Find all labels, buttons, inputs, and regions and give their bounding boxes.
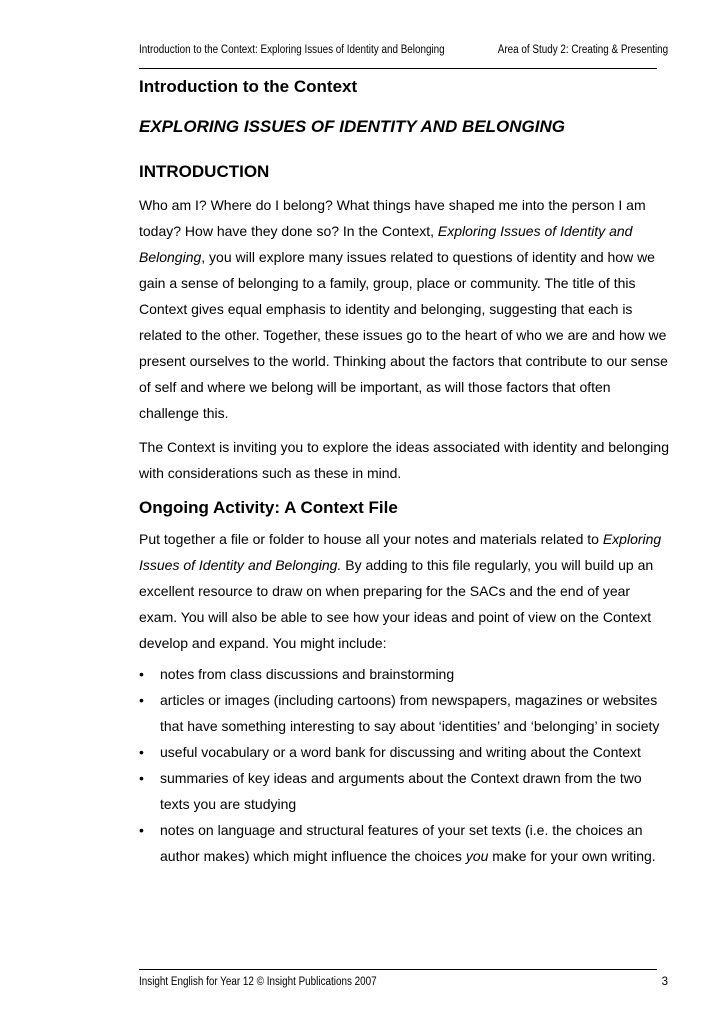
intro-p1-text-a: Who am I? Where do I belong? What things have shaped me into the person I am today? How have they done so? In the Context, [139,197,646,239]
list-item-text: notes from class discussions and brainstorming [160,666,455,682]
context-file-list [139,661,669,869]
list-item [139,661,669,687]
activity-paragraph [139,526,669,656]
page-content [139,76,669,869]
bullet-icon: • [139,692,144,708]
running-header-right: Area of Study 2: Creating & Presenting [497,44,668,56]
footer-rule [139,969,657,970]
list-item-text: articles or images (including cartoons) from newspapers, magazines or websites that have something interesting to say about ‘identities’ and ‘belonging’ in society [160,692,660,734]
header-rule [139,68,657,69]
activity-text-b: By adding to this file regularly, you will build up an excellent resource to draw on when preparing for the SACs and the end of year exam. You will also be able to see how your ideas and point of view on the Context develop and expand. You might include: [139,557,654,651]
list-item-text-post: make for your own writing. [488,848,656,864]
activity-context-title: Exploring Issues of Identity and Belonging. [139,531,662,573]
list-item-emphasis: you [465,848,489,864]
page-number: 3 [661,976,668,988]
intro-p1-context-title: Exploring Issues of Identity and Belonging [139,223,633,265]
list-item-text-pre: notes on language and structural features of your set texts (i.e. the choices an author makes) which might influence the choices [160,822,643,864]
bullet-icon: • [139,770,144,786]
activity-text-a: Put together a file or folder to house all your notes and materials related to [139,531,603,547]
list-item-text: summaries of key ideas and arguments about the Context drawn from the two texts you are studying [160,770,642,812]
bullet-icon: • [139,666,144,682]
bullet-icon: • [139,822,144,838]
page-title: Introduction to the Context [139,77,358,96]
list-item [139,687,669,739]
intro-p1-text-b: , you will explore many issues related to questions of identity and how we gain a sense of belonging to a family, group, place or community. The title of this Context gives equal emphasis to identity and belonging, suggesting that each is related to the other. Together, these issues go to the heart of who we are and how we present ourselves to the world. Thinking about the factors that contribute to our sense of self and where we belong will be important, as will those factors that often challenge this. [139,249,668,421]
list-item [139,817,669,869]
running-header-left: Introduction to the Context: Exploring Issues of Identity and Belonging [139,44,445,56]
list-item [139,739,669,765]
list-item [139,765,669,817]
introduction-paragraph-1 [139,192,669,426]
context-subtitle: EXPLORING ISSUES OF IDENTITY AND BELONGING [139,117,565,136]
footer-copyright: Insight English for Year 12 © Insight Publications 2007 [139,976,377,988]
bullet-icon: • [139,744,144,760]
introduction-paragraph-2: The Context is inviting you to explore the ideas associated with identity and belonging with considerations such as these in mind. [139,439,669,481]
activity-heading: Ongoing Activity: A Context File [139,498,398,517]
list-item-text: useful vocabulary or a word bank for discussing and writing about the Context [160,744,641,760]
introduction-heading: INTRODUCTION [139,162,270,181]
